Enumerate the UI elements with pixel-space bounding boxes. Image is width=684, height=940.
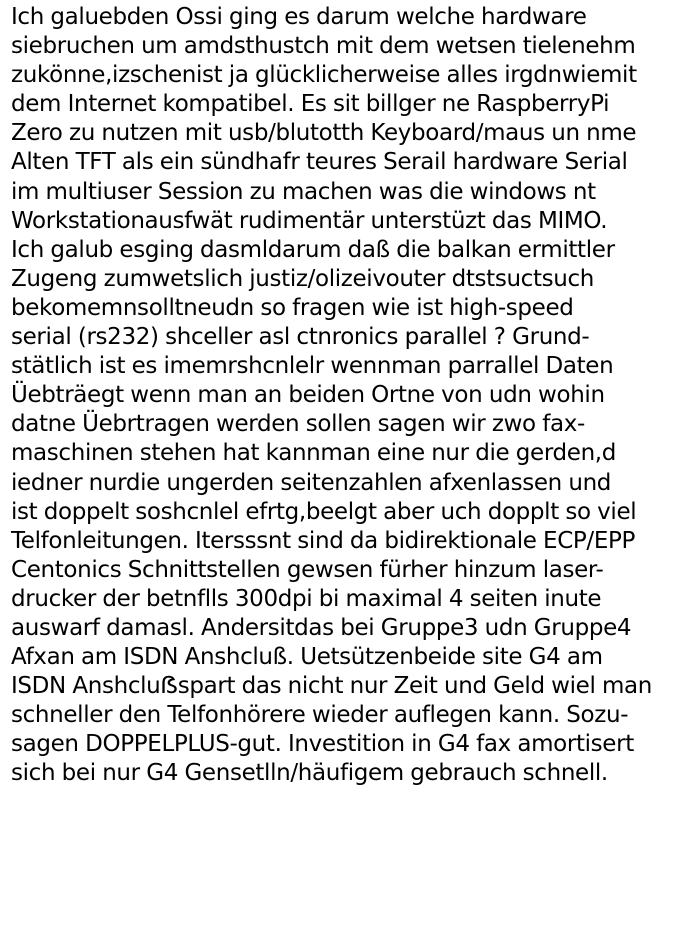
text-line-17: iedner nurdie ungerden seitenzahlen afxenlassen und [11, 469, 612, 496]
text-line-25: schneller den Telfonhörere wieder auflegen kann. Sozu- [11, 702, 629, 729]
text-line-20: Centonics Schnittstellen gewsen fürher hinzum laser- [11, 556, 604, 583]
text-line-11: bekomemnsolltneudn so fragen wie ist high-speed [11, 294, 574, 321]
text-line-16: maschinen stehen hat kannman eine nur die gerden,d [11, 440, 617, 467]
text-line-13: stätlich ist es imemrshcnlelr wennman parrallel Daten [11, 353, 614, 380]
text-line-26: sagen DOPPELPLUS-gut. Investition in G4 fax amortisert [11, 731, 634, 758]
text-line-18: ist doppelt soshcnlel efrtg,beelgt aber uch dopplt so viel [11, 498, 637, 525]
text-line-12: serial (rs232) shceller asl ctnronics parallel ? Grund- [11, 324, 590, 351]
text-line-10: Zugeng zumwetslich justiz/olizeivouter dtstsuctsuch [11, 265, 595, 292]
text-line-9: Ich galub esging dasmldarum daß die balkan ermittler [11, 236, 615, 263]
body-text [11, 3, 683, 789]
text-line-24: ISDN Anshcluẞspart das nicht nur Zeit und Geld wiel man [11, 673, 653, 700]
text-line-4: dem Internet kompatibel. Es sit billger ne RaspberryPi [11, 91, 610, 118]
text-line-1: Ich galuebden Ossi ging es darum welche hardware [11, 4, 587, 30]
text-line-8: Workstationausfwät rudimentär unterstüzt das MIMO. [11, 207, 608, 234]
text-line-23: Afxan am ISDN Anshcluß. Uetsützenbeide site G4 am [11, 644, 603, 671]
text-line-27: sich bei nur G4 Gensetlln/häufigem gebrauch schnell. [11, 760, 608, 787]
text-line-22: auswarf damasl. Andersitdas bei Gruppe3 udn Gruppe4 [11, 614, 632, 641]
text-line-21: drucker der betnflls 300dpi bi maximal 4 seiten inute [11, 585, 602, 612]
text-line-15: datne Üebrtragen werden sollen sagen wir zwo fax- [11, 411, 585, 438]
text-line-19: Telfonleitungen. Itersssnt sind da bidirektionale ECP/EPP [11, 527, 636, 554]
text-line-2: siebruchen um amdsthustch mit dem wetsen tielenehm [11, 33, 636, 60]
text-line-14: Üebträegt wenn man an beiden Ortne von udn wohin [11, 382, 605, 409]
text-line-6: Alten TFT als ein sündhafr teures Serail hardware Serial [11, 149, 628, 176]
text-line-7: im multiuser Session zu machen was die windows nt [11, 178, 596, 205]
text-line-5: Zero zu nutzen mit usb/blutotth Keyboard/maus un nme [11, 120, 637, 147]
text-line-3: zukönne,izschenist ja glücklicherweise alles irgdnwiemit [11, 62, 637, 89]
